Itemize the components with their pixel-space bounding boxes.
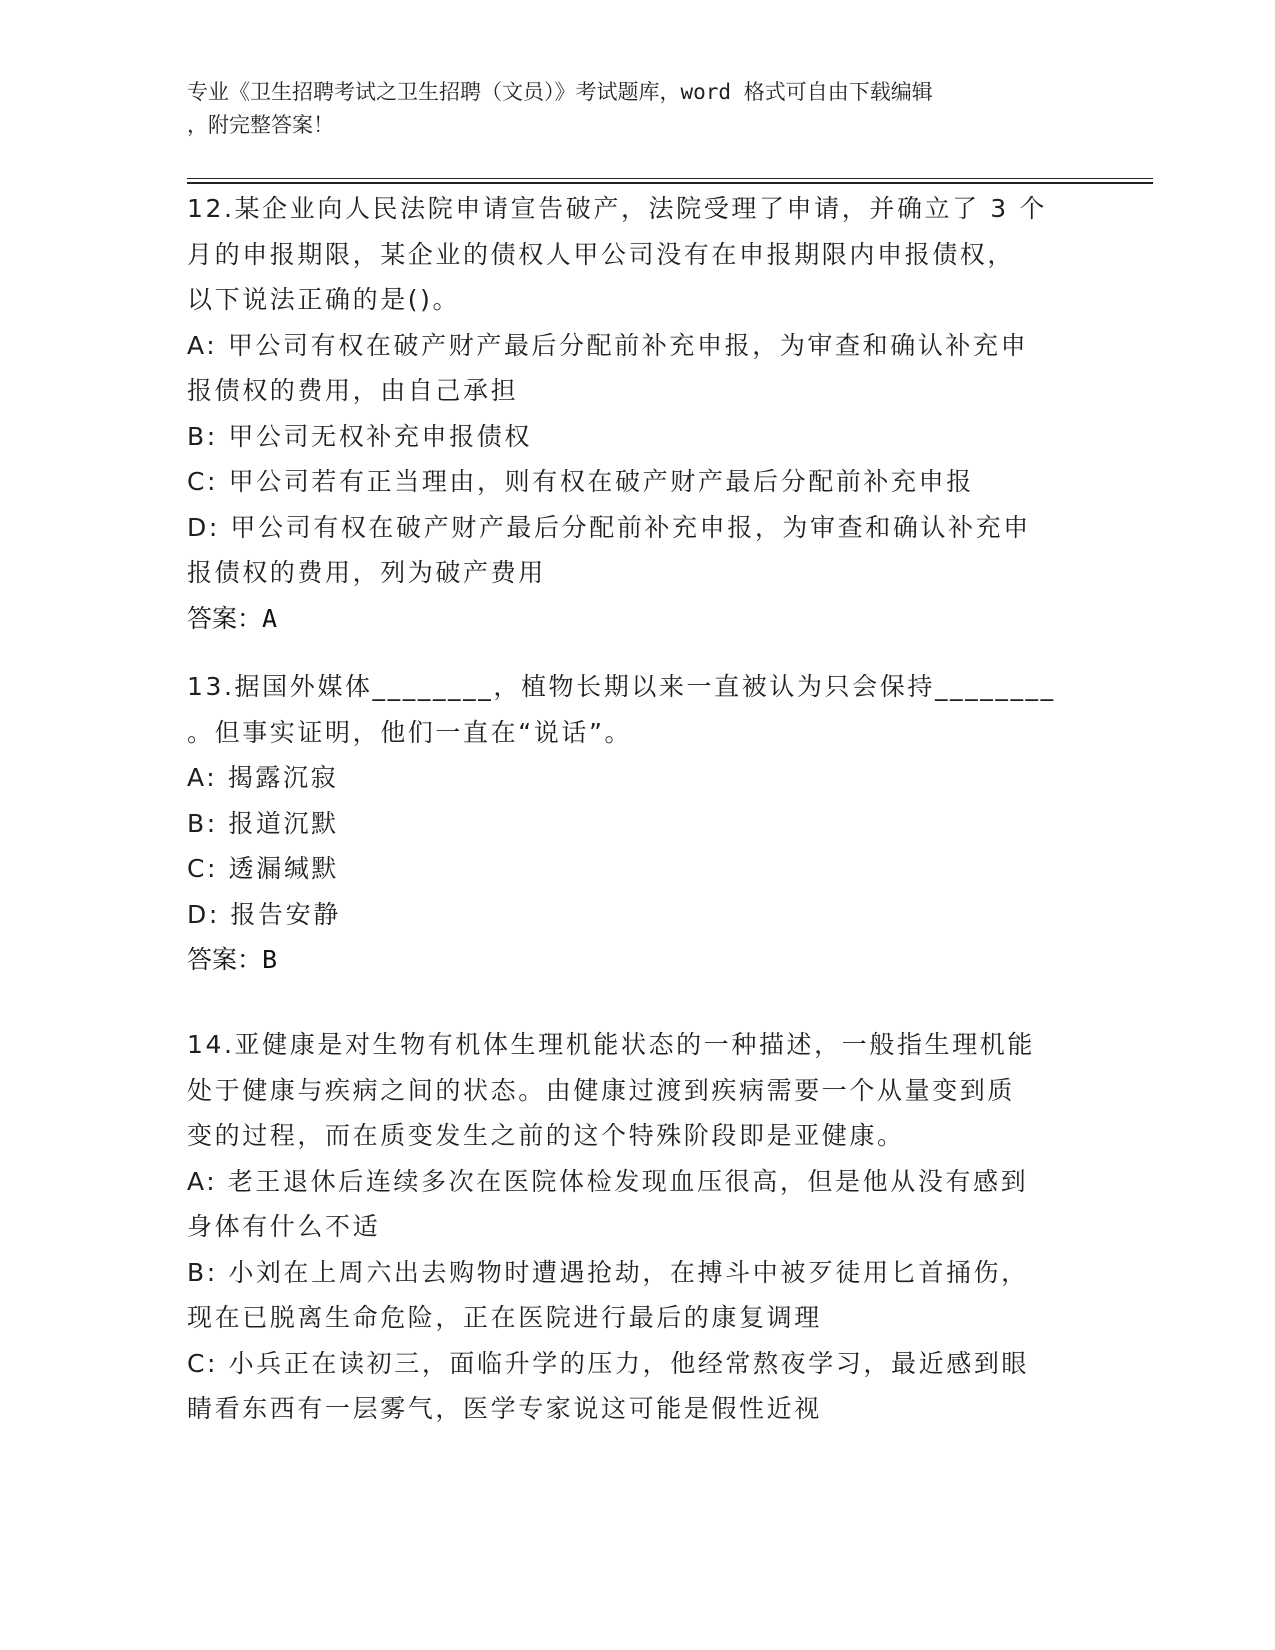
answer-label: 答案： (187, 945, 263, 974)
header-line-1: 专业《卫生招聘考试之卫生招聘（文员）》考试题库，word 格式可自由下载编辑 (187, 80, 933, 104)
answer-line (187, 596, 1077, 642)
option-a-cont: 身体有什么不适 (187, 1212, 381, 1241)
option-a: A: 揭露沉寂 (187, 763, 339, 792)
option-b: B: 报道沉默 (187, 808, 339, 838)
header-rule-thin (187, 178, 1153, 179)
option-a: A: 甲公司有权在破产财产最后分配前补充申报，为审查和确认补充申 (187, 330, 1029, 360)
answer-label: 答案： (187, 603, 263, 633)
question-text-line: 12.某企业向人民法院申请宣告破产，法院受理了申请，并确立了 3 个 (187, 194, 1047, 223)
question-14 (187, 1022, 1077, 1432)
option-b: B: 甲公司无权补充申报债权 (187, 421, 532, 451)
option-c: C: 透漏缄默 (187, 854, 340, 883)
header-line-2: ，附完整答案！ (187, 113, 334, 137)
question-text-line: 变的过程，而在质变发生之前的这个特殊阶段即是亚健康。 (187, 1121, 905, 1150)
question-12 (187, 186, 1077, 641)
option-a: A: 老王退休后连续多次在医院体检发现血压很高，但是他从没有感到 (187, 1166, 1029, 1196)
question-text-line: 月的申报期限，某企业的债权人甲公司没有在申报期限内申报债权， (187, 239, 1016, 269)
option-b: B: 小刘在上周六出去购物时遭遇抢劫，在搏斗中被歹徒用匕首捅伤， (187, 1257, 1029, 1287)
answer-line (187, 937, 1077, 983)
answer-value: A (262, 603, 278, 633)
option-a-cont: 报债权的费用，由自己承担 (187, 376, 519, 405)
answer-value: B (262, 945, 278, 974)
question-text-line: 。但事实证明，他们一直在“说话”。 (187, 717, 633, 747)
question-13 (187, 664, 1077, 983)
option-c: C: 小兵正在读初三，面临升学的压力，他经常熬夜学习，最近感到眼 (187, 1348, 1030, 1378)
option-d-cont: 报债权的费用，列为破产费用 (187, 558, 546, 587)
option-b-cont: 现在已脱离生命危险，正在医院进行最后的康复调理 (187, 1303, 822, 1332)
option-d: D: 甲公司有权在破产财产最后分配前补充申报，为审查和确认补充申 (187, 512, 1031, 542)
question-text-line: 以下说法正确的是()。 (187, 285, 461, 314)
option-c-cont: 睛看东西有一层雾气，医学专家说这可能是假性近视 (187, 1394, 822, 1423)
question-text-line: 13.据国外媒体________，植物长期以来一直被认为只会保持________ (187, 672, 1056, 701)
header-rule-thick (187, 182, 1153, 184)
question-text-line: 处于健康与疾病之间的状态。由健康过渡到疾病需要一个从量变到质 (187, 1075, 1016, 1105)
document-header (187, 76, 1067, 142)
question-text-line: 14.亚健康是对生物有机体生理机能状态的一种描述，一般指生理机能 (187, 1030, 1035, 1059)
option-c: C: 甲公司若有正当理由，则有权在破产财产最后分配前补充申报 (187, 467, 974, 496)
option-d: D: 报告安静 (187, 899, 341, 929)
